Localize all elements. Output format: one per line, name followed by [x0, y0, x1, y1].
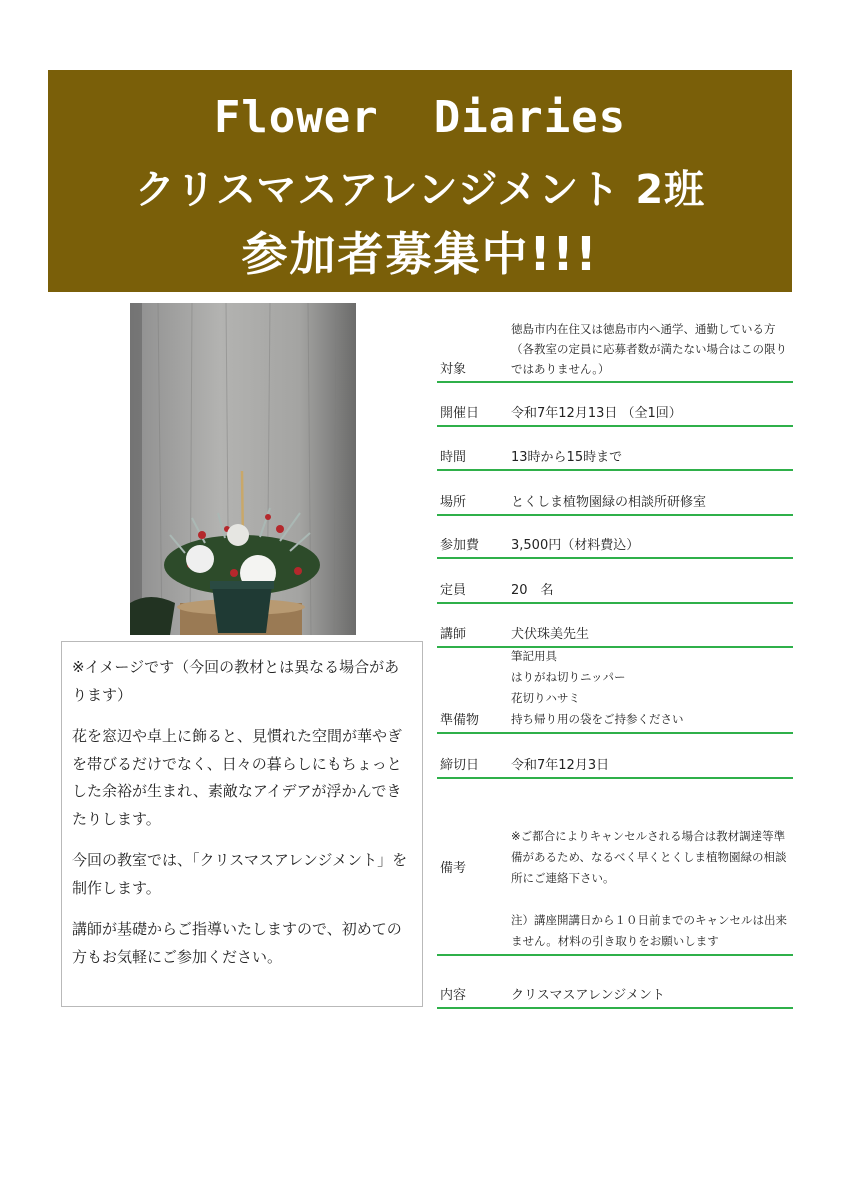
target-note: （各教室の定員に応募者数が満たない場合はこの限りではありません。）: [511, 342, 787, 376]
info-label: 場所: [440, 495, 467, 510]
item-entry: 持ち帰り用の袋をご持参ください: [511, 712, 684, 726]
description-paragraph: 今回の教室では、「クリスマスアレンジメント」を制作します。: [72, 851, 408, 897]
info-row-deadline: [437, 732, 793, 779]
info-row-place: [437, 469, 793, 516]
info-value: とくしま植物園緑の相談所研修室: [511, 495, 707, 510]
info-value: 3,500円（材料費込）: [511, 538, 640, 553]
info-row-items: [437, 646, 793, 734]
item-entry: 花切りハサミ: [511, 691, 580, 705]
info-row-content: [437, 954, 793, 1009]
info-row-notes: [437, 777, 793, 956]
info-label: 参加費: [440, 538, 480, 553]
info-value: クリスマスアレンジメント: [511, 988, 665, 1003]
info-label: 備考: [440, 861, 467, 876]
info-value: 20 名: [511, 583, 554, 598]
info-row-fee: [437, 514, 793, 559]
description-box: [61, 641, 423, 1007]
info-label: 準備物: [440, 713, 480, 728]
info-label: 講師: [440, 627, 467, 642]
image-note: ※イメージです（今回の教材とは異なる場合があります）: [72, 658, 400, 704]
info-value: 13時から15時まで: [511, 450, 623, 465]
info-value: 令和7年12月3日: [511, 758, 610, 773]
info-label: 対象: [440, 362, 467, 377]
info-label: 締切日: [440, 758, 480, 773]
info-row-instructor: [437, 602, 793, 648]
banner-recruit: 参加者募集中!!!: [241, 227, 599, 281]
info-value: 犬伏珠美先生: [511, 627, 590, 642]
info-row-date: [437, 381, 793, 427]
cancel-note: ※ご都合によりキャンセルされる場合は教材調達等準備があるため、なるべく早くとくしま植物園緑の相談所にご連絡下さい。: [511, 829, 787, 885]
description-paragraph: 講師が基礎からご指導いたしますので、初めての方もお気軽にご参加ください。: [72, 920, 402, 966]
cancel-policy: 注）講座開講日から１０日前までのキャンセルは出来ません。材料の引き取りをお願いします: [511, 913, 787, 948]
arrangement-photo: [130, 303, 356, 635]
banner-title: Flower Diaries: [213, 92, 627, 143]
banner-subtitle: クリスマスアレンジメント 2班: [134, 167, 706, 213]
info-label: 開催日: [440, 406, 480, 421]
target-line: 徳島市内在住又は徳島市内へ通学、通勤している方: [511, 322, 776, 336]
item-entry: はりがね切りニッパー: [511, 670, 626, 684]
info-label: 定員: [440, 583, 467, 598]
info-row-time: [437, 425, 793, 471]
title-banner: [48, 70, 792, 292]
item-entry: 筆記用具: [511, 649, 557, 663]
info-row-capacity: [437, 557, 793, 604]
info-row-target: [437, 318, 793, 383]
description-paragraph: 花を窓辺や卓上に飾ると、見慣れた空間が華やぎを帯びるだけでなく、日々の暮らしにもちょっとした余裕が生まれ、素敵なアイデアが浮かんできたりします。: [72, 727, 403, 828]
info-label: 内容: [440, 988, 467, 1003]
info-value: 令和7年12月13日 （全1回）: [511, 406, 682, 421]
info-label: 時間: [440, 450, 467, 465]
